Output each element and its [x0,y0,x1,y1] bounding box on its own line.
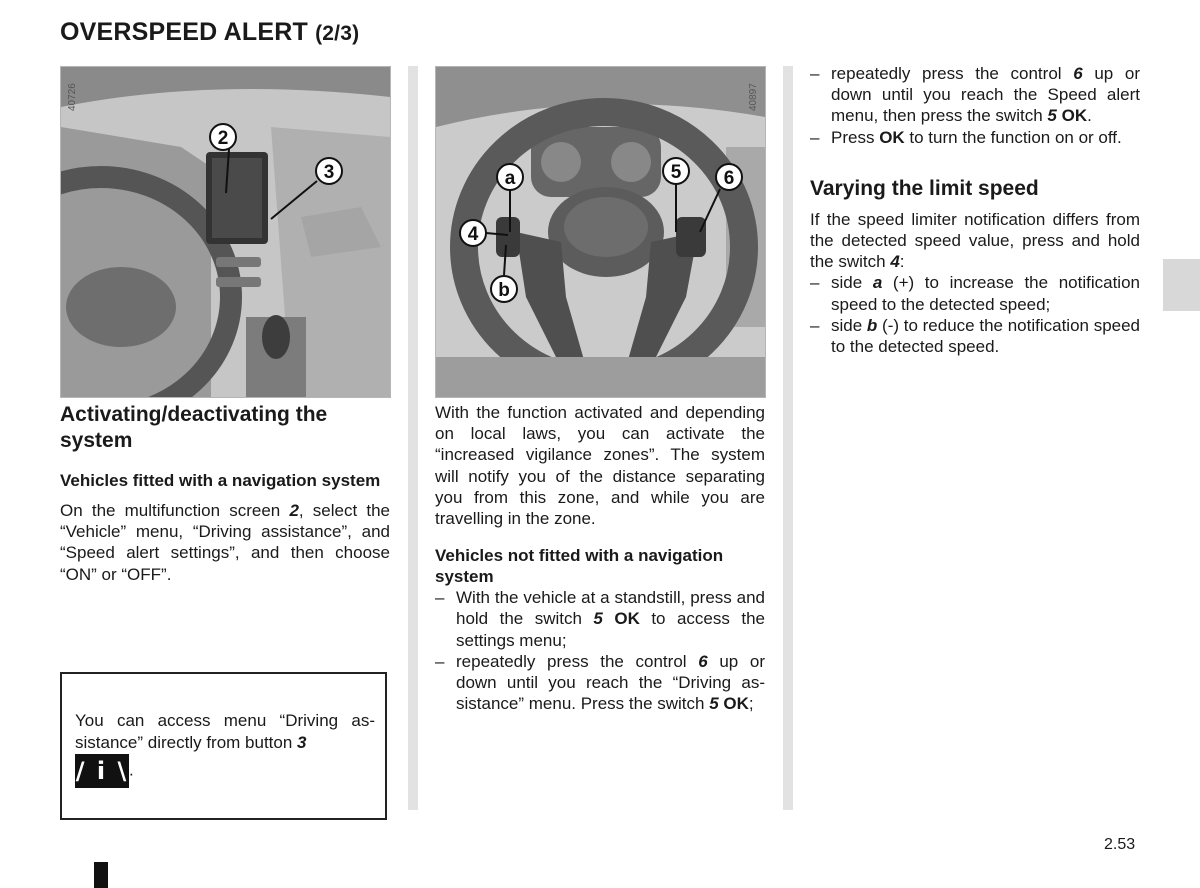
col3-section [810,63,1140,357]
steps-list-varying [810,272,1140,357]
paragraph-vigilance-zones: With the function activated and depending on local laws, you can activate the “increased vigilance zones”. The system will notify you of the distance separating you from this zone, and while you are travelling in the zone. [435,403,765,529]
figure-steering-wheel [435,66,766,398]
corner-mark [94,862,108,888]
note-box [60,672,387,820]
paragraph-varying-limit: If the speed limiter notification differs from the detected speed value, press and hold the switch 4: [810,209,1140,272]
page-number: 2.53 [1104,836,1136,853]
col1-section [60,402,390,585]
page-title [60,18,359,47]
step-hold-switch: – With the vehicle at a standstill, press and hold the switch 5 OK to access the settings menu; [435,587,765,651]
callout-4: 4 [467,224,479,245]
driving-assistance-icon: / i \ [75,754,129,788]
figure-left-callouts [61,67,390,397]
chapter-tab [1163,259,1200,311]
col2-section [435,402,765,714]
callout-3: 3 [323,162,335,183]
note-text: You can access menu “Driving assistance” directly from button 3 / i \. [75,710,375,788]
section-heading-varying-limit: Varying the limit speed [810,176,1039,200]
subheading-nav-system: Vehicles fitted with a navigation system [60,471,381,490]
step-press-ok: – Press OK to turn the function on or off. [810,127,1140,148]
title-main: OVERSPEED ALERT [60,18,308,46]
column-divider-left [408,66,418,810]
step-press-control: – repeatedly press the control 6 up or down until you reach the “Driving assistance” menu. Press the switch 5 OK; [435,651,765,715]
step-side-a: – side a (+) to increase the notification speed to the detected speed; [810,272,1140,314]
title-part: (2/3) [315,22,360,45]
step-speed-alert-menu: – repeatedly press the control 6 up or down until you reach the Speed alert menu, then press the switch 5 OK. [810,63,1140,127]
steps-list-continued [810,63,1140,148]
section-heading-activating: Activating/deactivating the system [60,403,328,452]
callout-b: b [498,280,510,301]
figure-dashboard-screen [60,66,391,398]
steps-list-no-nav [435,587,765,714]
step-side-b: – side b (-) to reduce the notification speed to the detected speed. [810,315,1140,357]
callout-5: 5 [670,162,682,183]
callout-2: 2 [217,128,229,149]
figure-left-ref: 40726 [67,83,78,111]
callout-6: 6 [723,168,735,189]
figure-middle-ref: 40897 [748,83,759,111]
callout-a: a [504,168,516,189]
paragraph-multifunction: On the multifunction screen 2, select the “Vehicle” menu, “Driving assistance”, and “Speed alert settings”, and then choose “ON” or “OFF”. [60,501,390,584]
subheading-no-nav-system: Vehicles not fitted with a navigation system [435,546,724,587]
figure-middle-callouts [436,67,765,397]
column-divider-right [783,66,793,810]
